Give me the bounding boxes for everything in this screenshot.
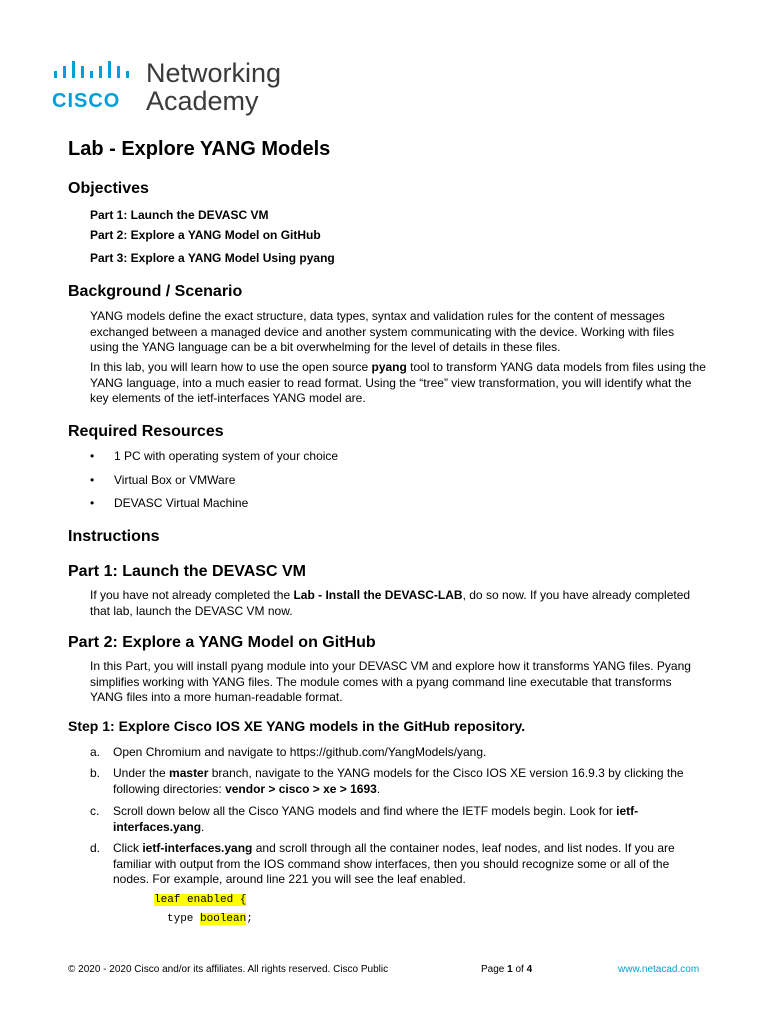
list-item: • DEVASC Virtual Machine xyxy=(90,496,249,510)
step-item: a. Open Chromium and navigate to https://github.com/YangModels/yang. xyxy=(90,745,487,759)
background-heading: Background / Scenario xyxy=(68,283,243,300)
part2-text: In this Part, you will install pyang module into your DEVASC VM and explore how it transforms YANG files. Pyang simplifies working with YANG files. The module comes with a pyang command line executable that transforms YANG files into a more human-readable format. xyxy=(90,659,691,704)
step-item: b. Under the master branch, navigate to the YANG models for the Cisco IOS XE version 16.9.3 by clicking the following directories: vendor > cisco > xe > 1693. xyxy=(90,766,684,796)
objective-item: Part 1: Launch the DEVASC VM xyxy=(90,208,269,222)
background-paragraph: YANG models define the exact structure, data types, syntax and validation rules for the content of messages exchanged between a managed device and another system communicating with the device. Working with files using the YANG language can be a bit overwhelming for the level of details in these files. xyxy=(90,309,675,354)
code-line: type boolean; xyxy=(167,913,253,925)
logo-networking: Networking xyxy=(146,58,282,88)
list-item: • 1 PC with operating system of your choice xyxy=(90,449,339,463)
logo-academy: Academy xyxy=(146,86,259,116)
footer-link[interactable]: www.netacad.com xyxy=(618,964,700,975)
resources-heading: Required Resources xyxy=(68,423,224,440)
part1-text: If you have not already completed the Lab - Install the DEVASC-LAB, do so now. If you have already completed that lab, launch the DEVASC VM now. xyxy=(90,588,691,618)
cisco-bridge-icon xyxy=(52,58,144,88)
objectives-heading: Objectives xyxy=(68,180,149,197)
instructions-heading: Instructions xyxy=(68,528,160,545)
cisco-wordmark: CISCO xyxy=(52,90,121,112)
networking-academy-logo xyxy=(52,58,312,118)
part1-heading: Part 1: Launch the DEVASC VM xyxy=(68,563,306,580)
objective-item: Part 2: Explore a YANG Model on GitHub xyxy=(90,228,321,242)
step-item: c. Scroll down below all the Cisco YANG models and find where the IETF models begin. Look for ietf-interfaces.yang. xyxy=(90,804,639,834)
objective-item: Part 3: Explore a YANG Model Using pyang xyxy=(90,251,335,265)
footer-copyright: © 2020 - 2020 Cisco and/or its affiliates. All rights reserved. Cisco Public xyxy=(68,964,389,975)
code-line: leaf enabled { xyxy=(154,894,247,906)
list-item: • Virtual Box or VMWare xyxy=(90,473,236,487)
page-title: Lab - Explore YANG Models xyxy=(68,138,331,160)
part2-heading: Part 2: Explore a YANG Model on GitHub xyxy=(68,634,376,651)
background-paragraph-2: In this lab, you will learn how to use the open source pyang tool to transform YANG data models from files using the YANG language, into a much easier to read format. Using the “tree” view transformation, you will identify what the key elements of the ietf-interfaces YANG model are. xyxy=(90,360,706,405)
step1-heading: Step 1: Explore Cisco IOS XE YANG models in the GitHub repository. xyxy=(68,718,526,734)
footer-page-number: Page 1 of 4 xyxy=(481,964,533,975)
step-item: d. Click ietf-interfaces.yang and scroll through all the container nodes, leaf nodes, and list nodes. If you are familiar with output from the IOS command show interfaces, then you should recognize some or all of the nodes. For example, around line 221 you will see the leaf enabled. xyxy=(90,841,675,886)
